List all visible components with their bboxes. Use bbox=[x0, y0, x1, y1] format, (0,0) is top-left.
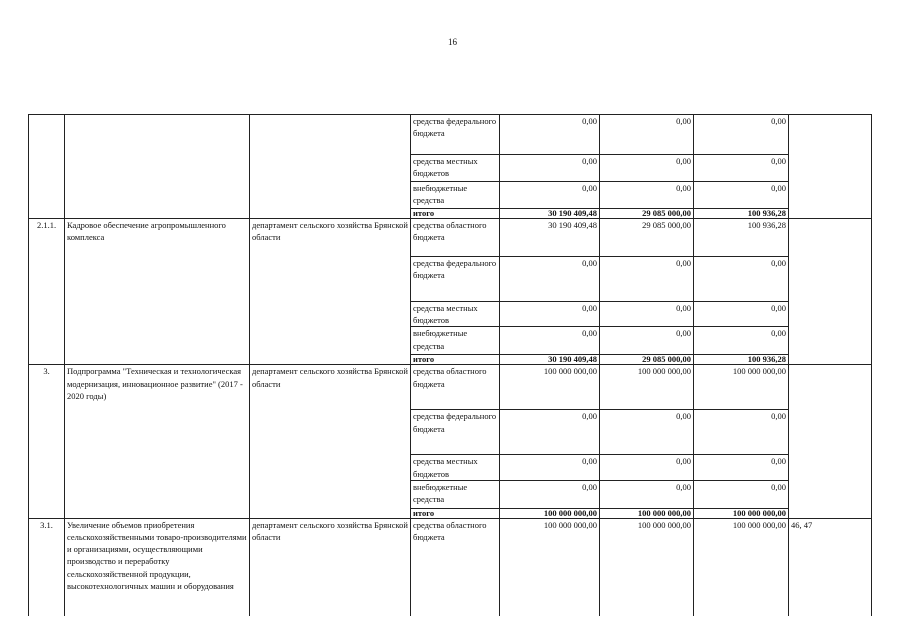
amount-year-1: 0,00 bbox=[500, 302, 600, 327]
amount-year-3: 100 000 000,00 bbox=[694, 508, 789, 518]
amount-year-3: 100 000 000,00 bbox=[694, 365, 789, 410]
funding-source: средства областного бюджета bbox=[411, 518, 500, 616]
amount-year-1: 0,00 bbox=[500, 410, 600, 455]
item-number bbox=[29, 115, 65, 219]
amount-year-1: 100 000 000,00 bbox=[500, 518, 600, 616]
page-number: 16 bbox=[448, 37, 457, 47]
amount-year-2: 0,00 bbox=[600, 302, 694, 327]
item-name: Кадровое обеспечение агропромышленного комплекса bbox=[65, 219, 250, 365]
funding-source: средства местных бюджетов bbox=[411, 155, 500, 182]
item-executor bbox=[250, 115, 411, 219]
amount-year-1: 0,00 bbox=[500, 155, 600, 182]
amount-year-3: 0,00 bbox=[694, 410, 789, 455]
amount-year-3: 0,00 bbox=[694, 115, 789, 155]
amount-year-1: 0,00 bbox=[500, 115, 600, 155]
amount-year-2: 100 000 000,00 bbox=[600, 508, 694, 518]
funding-source: средства федерального бюджета bbox=[411, 410, 500, 455]
amount-year-3: 0,00 bbox=[694, 302, 789, 327]
amount-year-2: 29 085 000,00 bbox=[600, 355, 694, 365]
funding-source: итого bbox=[411, 209, 500, 219]
amount-year-3: 0,00 bbox=[694, 257, 789, 302]
amount-year-3: 0,00 bbox=[694, 455, 789, 480]
amount-year-2: 0,00 bbox=[600, 455, 694, 480]
amount-year-3: 0,00 bbox=[694, 480, 789, 508]
amount-year-2: 29 085 000,00 bbox=[600, 219, 694, 257]
amount-year-3: 0,00 bbox=[694, 155, 789, 182]
budget-table-wrapper bbox=[28, 114, 872, 616]
funding-source: средства местных бюджетов bbox=[411, 455, 500, 480]
item-name: Подпрограмма "Техническая и технологическая модернизация, инновационное развитие" (2017 - 2020 годы) bbox=[65, 365, 250, 518]
funding-source: внебюджетные средства bbox=[411, 182, 500, 209]
target-indicators: 46, 47 bbox=[789, 518, 872, 616]
funding-source: средства областного бюджета bbox=[411, 219, 500, 257]
funding-source: итого bbox=[411, 508, 500, 518]
target-indicators bbox=[789, 365, 872, 518]
amount-year-1: 30 190 409,48 bbox=[500, 355, 600, 365]
target-indicators bbox=[789, 219, 872, 365]
amount-year-2: 0,00 bbox=[600, 115, 694, 155]
funding-source: средства федерального бюджета bbox=[411, 115, 500, 155]
table-row bbox=[29, 115, 872, 155]
amount-year-3: 100 936,28 bbox=[694, 209, 789, 219]
funding-source: внебюджетные средства bbox=[411, 327, 500, 355]
item-executor: департамент сельского хозяйства Брянской области bbox=[250, 365, 411, 518]
table-row bbox=[29, 219, 872, 257]
funding-source: средства местных бюджетов bbox=[411, 302, 500, 327]
amount-year-1: 30 190 409,48 bbox=[500, 219, 600, 257]
table-row bbox=[29, 518, 872, 616]
amount-year-3: 0,00 bbox=[694, 182, 789, 209]
amount-year-2: 0,00 bbox=[600, 410, 694, 455]
amount-year-1: 0,00 bbox=[500, 327, 600, 355]
item-name: Увеличение объемов приобретения сельскохозяйственными товаро-производителями и организациями, осуществляющими производство и переработку сельскохозяйственной продукции, высокотехнологичных машин и оборудования bbox=[65, 518, 250, 616]
amount-year-3: 100 936,28 bbox=[694, 219, 789, 257]
amount-year-2: 0,00 bbox=[600, 155, 694, 182]
amount-year-2: 0,00 bbox=[600, 327, 694, 355]
item-number: 2.1.1. bbox=[29, 219, 65, 365]
amount-year-1: 0,00 bbox=[500, 480, 600, 508]
amount-year-1: 0,00 bbox=[500, 182, 600, 209]
amount-year-2: 0,00 bbox=[600, 182, 694, 209]
item-executor: департамент сельского хозяйства Брянской области bbox=[250, 219, 411, 365]
item-name bbox=[65, 115, 250, 219]
funding-source: средства областного бюджета bbox=[411, 365, 500, 410]
amount-year-1: 0,00 bbox=[500, 455, 600, 480]
budget-table-body bbox=[29, 115, 872, 617]
item-executor: департамент сельского хозяйства Брянской области bbox=[250, 518, 411, 616]
amount-year-2: 0,00 bbox=[600, 257, 694, 302]
table-row bbox=[29, 365, 872, 410]
amount-year-2: 0,00 bbox=[600, 480, 694, 508]
amount-year-1: 100 000 000,00 bbox=[500, 508, 600, 518]
amount-year-1: 0,00 bbox=[500, 257, 600, 302]
amount-year-2: 100 000 000,00 bbox=[600, 518, 694, 616]
item-number: 3.1. bbox=[29, 518, 65, 616]
item-number: 3. bbox=[29, 365, 65, 518]
funding-source: итого bbox=[411, 355, 500, 365]
amount-year-3: 100 936,28 bbox=[694, 355, 789, 365]
amount-year-3: 100 000 000,00 bbox=[694, 518, 789, 616]
funding-source: внебюджетные средства bbox=[411, 480, 500, 508]
amount-year-2: 29 085 000,00 bbox=[600, 209, 694, 219]
amount-year-3: 0,00 bbox=[694, 327, 789, 355]
funding-source: средства федерального бюджета bbox=[411, 257, 500, 302]
budget-table bbox=[28, 114, 872, 616]
amount-year-1: 30 190 409,48 bbox=[500, 209, 600, 219]
target-indicators bbox=[789, 115, 872, 219]
amount-year-2: 100 000 000,00 bbox=[600, 365, 694, 410]
amount-year-1: 100 000 000,00 bbox=[500, 365, 600, 410]
